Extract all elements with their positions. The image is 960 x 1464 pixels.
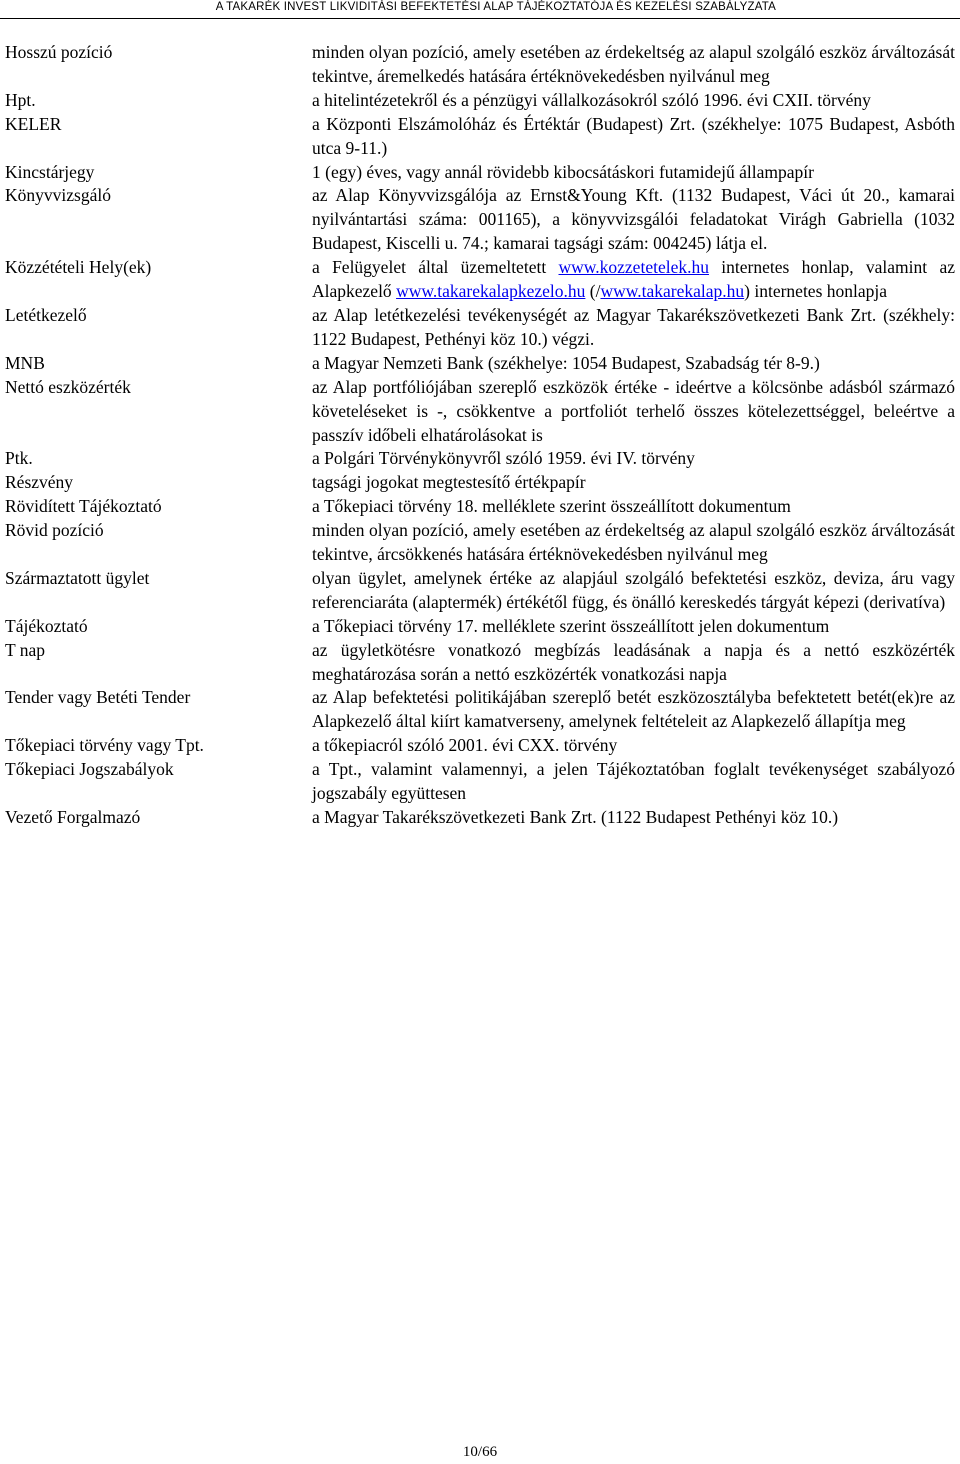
- definition-row: [0, 376, 960, 448]
- takarekalap-link[interactable]: www.takarekalap.hu: [600, 281, 745, 302]
- definition-row: [0, 352, 960, 376]
- definition-text: olyan ügylet, amelynek értéke az alapjául szolgáló befektetési eszköz, deviza, áru vagy referenciaráta (alaptermék) értékétől függ, és önálló kereskedés tárgyát képezi (derivatíva): [312, 567, 955, 612]
- definition-row: [0, 519, 960, 567]
- definition-term: MNB: [5, 352, 45, 373]
- definition-text: a Magyar Nemzeti Bank (székhelye: 1054 Budapest, Szabadság tér 8-9.): [312, 352, 820, 373]
- definition-text: minden olyan pozíció, amely esetében az érdekeltség az alapul szolgáló eszköz árváltozását tekintve, áremelkedés hatására értéknövekedésben nyilvánul meg: [312, 42, 955, 86]
- definition-row: [0, 113, 960, 161]
- definition-term: Részvény: [5, 472, 74, 493]
- definition-term: KELER: [5, 113, 62, 134]
- definition-row: [0, 161, 960, 185]
- definition-term: Rövid pozíció: [5, 520, 104, 541]
- definition-text: 1 (egy) éves, vagy annál rövidebb kibocsátáskori futamidejű állampapír: [312, 161, 814, 182]
- definition-row: [0, 806, 960, 830]
- definition-row: [0, 734, 960, 758]
- definition-text-part: a Felügyelet által üzemeltetett: [312, 257, 559, 278]
- page-number: 10/66: [462, 1444, 498, 1460]
- definition-text: minden olyan pozíció, amely esetében az érdekeltség az alapul szolgáló eszköz árváltozását tekintve, árcsökkenés hatására értéknövekedésben nyilvánul meg: [312, 520, 955, 565]
- definition-term: Letétkezelő: [5, 304, 87, 325]
- definition-text-part: ) internetes honlapja: [744, 281, 888, 302]
- definition-term: T nap: [5, 639, 46, 660]
- definition-text: a Központi Elszámolóház és Értéktár (Budapest) Zrt. (székhelye: 1075 Budapest, Asbóth utca 9-11.): [312, 113, 955, 158]
- definition-row: [0, 41, 960, 89]
- definition-row: [0, 615, 960, 639]
- definition-term: Tender vagy Betéti Tender: [5, 687, 191, 708]
- definition-term: Hpt.: [5, 89, 36, 110]
- definition-row: [0, 471, 960, 495]
- definition-text: az Alap Könyvvizsgálója az Ernst&Young Kft. (1132 Budapest, Váci út 20., kamarai nyilvántartási száma: 001165), a könyvvizsgálói feladatokat Virágh Gabriella (1032 Budapest, Kiscelli u. 74.; kamarai tagsági szám: 004245) látja el.: [312, 185, 955, 254]
- running-header: [0, 0, 960, 19]
- definition-row: [0, 184, 960, 256]
- definition-text: az ügyletkötésre vonatkozó megbízás leadásának a napja és a nettó eszközérték meghatározása során a nettó eszközérték vonatkozási napja: [312, 639, 955, 684]
- definition-text: tagsági jogokat megtestesítő értékpapír: [312, 472, 586, 493]
- definition-term: Tőkepiaci Jogszabályok: [5, 759, 174, 780]
- definition-term: Kincstárjegy: [5, 161, 95, 182]
- definition-row: [0, 758, 960, 806]
- definition-row: [0, 256, 960, 304]
- definition-text: a hitelintézetekről és a pénzügyi vállalkozásokról szóló 1996. évi CXII. törvény: [312, 89, 871, 110]
- takarekalapkezelo-link[interactable]: www.takarekalapkezelo.hu: [396, 281, 586, 302]
- definition-term: Tőkepiaci törvény vagy Tpt.: [5, 735, 204, 756]
- definition-term: Nettó eszközérték: [5, 376, 131, 397]
- definition-text-part: internetes honlap, valamint az Alapkezelő: [312, 257, 955, 302]
- definition-term: Tájékoztató: [5, 615, 88, 636]
- header-title: A TAKARÉK INVEST LIKVIDITÁSI BEFEKTETÉSI ALAP TÁJÉKOZTATÓJA ÉS KEZELÉSI SZABÁLYZATA: [215, 1, 776, 13]
- definition-text: [312, 256, 955, 304]
- definition-term: Közzétételi Hely(ek): [5, 257, 152, 278]
- definition-row: [0, 447, 960, 471]
- definition-text-part: (/: [585, 281, 601, 302]
- definition-row: [0, 304, 960, 352]
- definition-text: a Tőkepiaci törvény 18. melléklete szerint összeállított dokumentum: [312, 496, 791, 517]
- definition-text: az Alap befektetési politikájában szereplő betét eszközosztályba befektetett betét(ek)re az Alapkezelő által kiírt kamatverseny, amelynek feltételeit az Alapkezelő állapítja meg: [312, 687, 955, 732]
- kozzetetelek-link[interactable]: www.kozzetetelek.hu: [558, 257, 709, 278]
- definition-row: [0, 639, 960, 687]
- definition-text: a tőkepiacról szóló 2001. évi CXX. törvény: [312, 735, 618, 756]
- definition-text: a Magyar Takarékszövetkezeti Bank Zrt. (1122 Budapest Pethényi köz 10.): [312, 807, 839, 827]
- definition-row: [0, 686, 960, 734]
- definition-text: az Alap portfóliójában szereplő eszközök értéke - ideértve a kölcsönbe adásból származó követeléseket is -, csökkentve a portfoliót terhelő összes kötelezettséggel, beleértve a passzív időbeli elhatárolásokat is: [312, 376, 955, 445]
- definition-row: [0, 89, 960, 113]
- definition-term: Vezető Forgalmazó: [5, 807, 141, 827]
- definition-term: Rövidített Tájékoztató: [5, 496, 162, 517]
- definition-row: [0, 495, 960, 519]
- definition-text: a Tpt., valamint valamennyi, a jelen Tájékoztatóban foglalt tevékenységet szabályozó jogszabály együttesen: [312, 759, 955, 804]
- definition-term: Könyvvizsgáló: [5, 185, 111, 206]
- definition-term: Hosszú pozíció: [5, 42, 113, 62]
- definition-text: az Alap letétkezelési tevékenységét az Magyar Takarékszövetkezeti Bank Zrt. (székhely: 1122 Budapest, Pethényi köz 10.) végzi.: [312, 304, 955, 349]
- definition-term: Származtatott ügylet: [5, 567, 150, 588]
- definition-text: a Tőkepiaci törvény 17. melléklete szerint összeállított jelen dokumentum: [312, 615, 830, 636]
- definition-text: a Polgári Törvénykönyvről szóló 1959. évi IV. törvény: [312, 448, 695, 469]
- definitions-list: [0, 41, 960, 830]
- definition-row: [0, 567, 960, 615]
- definition-term: Ptk.: [5, 448, 33, 469]
